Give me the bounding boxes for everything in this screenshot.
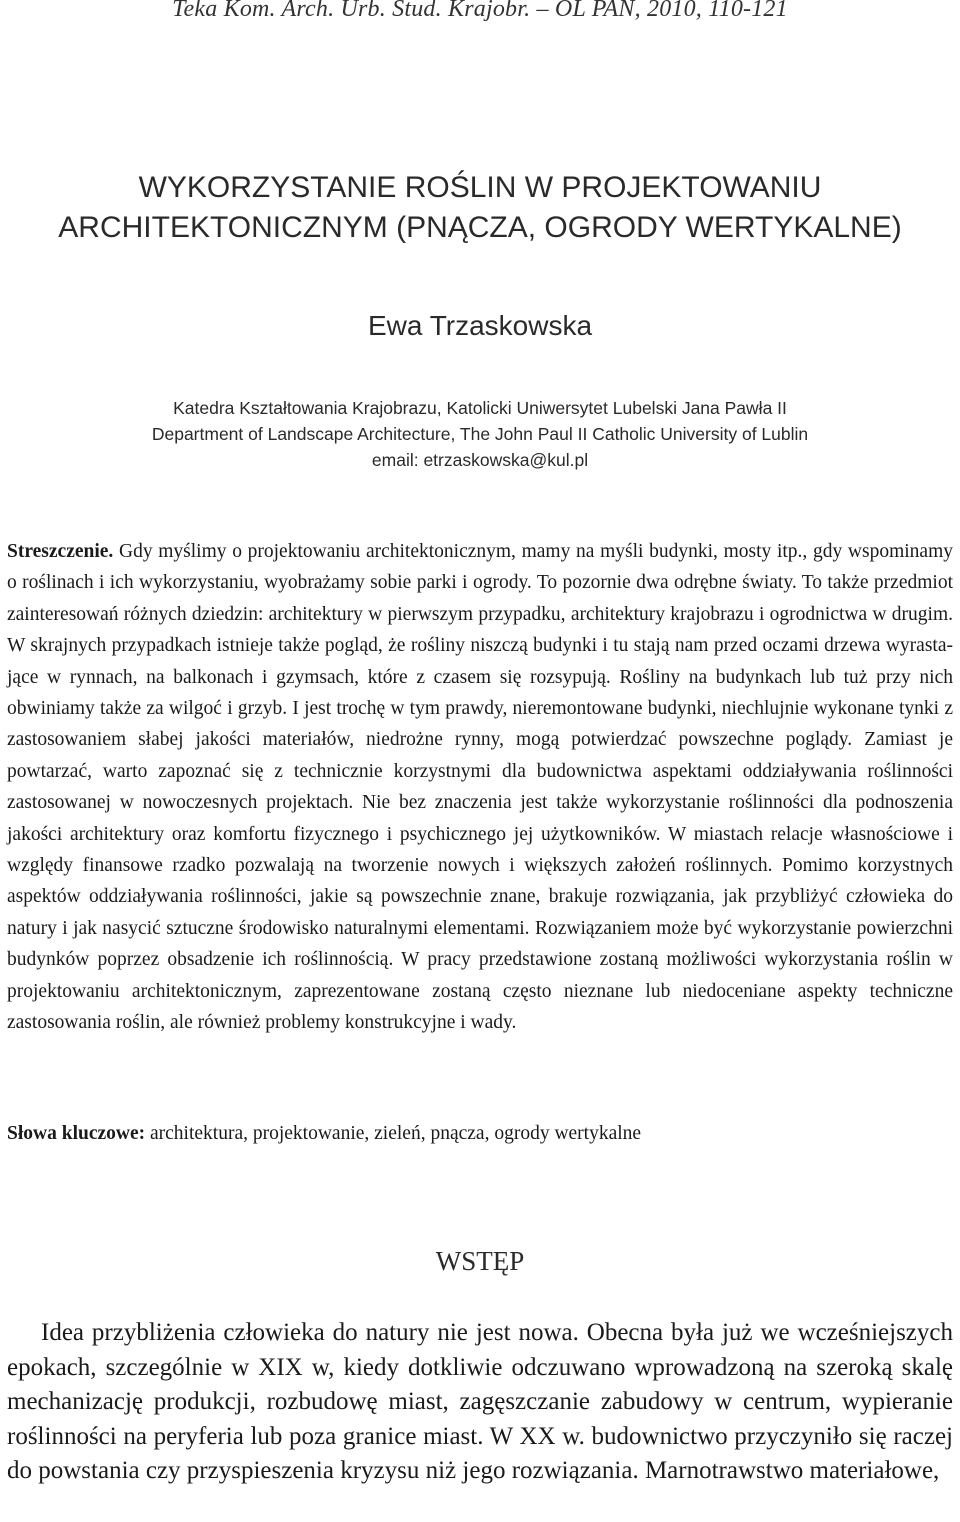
keywords-text: architektura, projektowanie, zieleń, pnącza, ogrody wertykalne xyxy=(145,1123,642,1144)
intro-paragraph: Idea przybliżenia człowieka do natury nie jest nowa. Obecna była już we wcześniejszych epokach, szczególnie w XIX w, kiedy dotkliwie odczuwano wprowadzoną na szeroką skalę mechanizację produkcji, rozbudowę miast, zagęszczanie zabudowy w centrum, wypieranie roślinności na peryferia lub poza granice miast. W XX w. budownictwo przyczyniło się raczej do powstania czy przyspieszenia kryzysu niż jego rozwiązania. Marnotrawstwo materiałowe, xyxy=(7,1319,953,1485)
running-header: Teka Kom. Arch. Urb. Stud. Krajobr. – OL PAN, 2010, 110-121 xyxy=(172,0,788,22)
author-email: email: etrzaskowska@kul.pl xyxy=(371,450,589,470)
keywords xyxy=(7,1118,953,1149)
affiliation-line-1: Katedra Kształtowania Krajobrazu, Katolicki Uniwersytet Lubelski Jana Pawła II xyxy=(173,398,787,418)
affiliation xyxy=(0,395,960,473)
author-name: Ewa Trzaskowska xyxy=(367,310,593,341)
affiliation-line-2: Department of Landscape Architecture, The John Paul II Catholic University of Lublin xyxy=(151,424,809,444)
article-title xyxy=(0,168,960,248)
abstract xyxy=(7,536,953,1039)
title-line-2: ARCHITEKTONICZNYM (PNĄCZA, OGRODY WERTYKALNE) xyxy=(58,211,902,244)
title-line-1: WYKORZYSTANIE ROŚLIN W PROJEKTOWANIU xyxy=(138,171,822,204)
abstract-text: Gdy myślimy o projektowaniu architektonicznym, mamy na myśli budynki, mosty itp., gdy wspominamy o roślinach i ich wykorzystaniu, wyobrażamy sobie parki i ogrody. To pozornie dwa odrębne światy. To także przedmiot zainteresowań różnych dziedzin: architektury w pierwszym przypadku, architektury krajobrazu i ogrodnictwa w drugim. W skrajnych przypadkach istnieje także pogląd, że rośliny niszczą budynki i tu stają nam przed oczami drzewa wyrastające w rynnach, na balkonach i gzymsach, które z czasem się rozsypują. Rośliny na budynkach lub tuż przy nich obwiniamy także za wilgoć i grzyb. I jest trochę w tym prawdy, nieremontowane budynki, niechlujnie wykonane tynki z zastosowaniem słabej jakości materiałów, niedrożne rynny, mogą potwierdzać powszechne poglądy. Zamiast je powtarzać, warto zapoznać się z technicznie korzystnymi dla budownictwa aspektami oddziaływania roślinności zastosowanej w nowoczesnych projektach. Nie bez znaczenia jest także wykorzystanie roślinności dla podnoszenia jakości architektury oraz komfortu fizycznego i psychicznego jej użytkowników. W miastach relacje własnościowe i względy finansowe rzadko pozwalają na tworzenie nowych i większych założeń roślinnych. Pomimo korzystnych aspektów oddziaływania roślinności, jakie są powszechnie znane, brakuje rozwiązania, jak przybliżyć człowieka do natury i jak nasycić sztuczne środowisko naturalnymi elementami. Rozwiązaniem może być wykorzystanie powierzchni budynków poprzez obsadzenie ich roślinnością. W pracy przedstawione zostaną możliwości wykorzystania roślin w projektowaniu architektonicznym, zaprezentowane zostaną często nieznane lub niedoceniane aspekty techniczne zastosowania roślin, ale również problemy konstrukcyjne i wady. xyxy=(7,541,953,1034)
keywords-label: Słowa kluczowe: xyxy=(7,1123,146,1144)
section-heading: WSTĘP xyxy=(435,1246,525,1276)
abstract-label: Streszczenie. xyxy=(7,541,114,562)
